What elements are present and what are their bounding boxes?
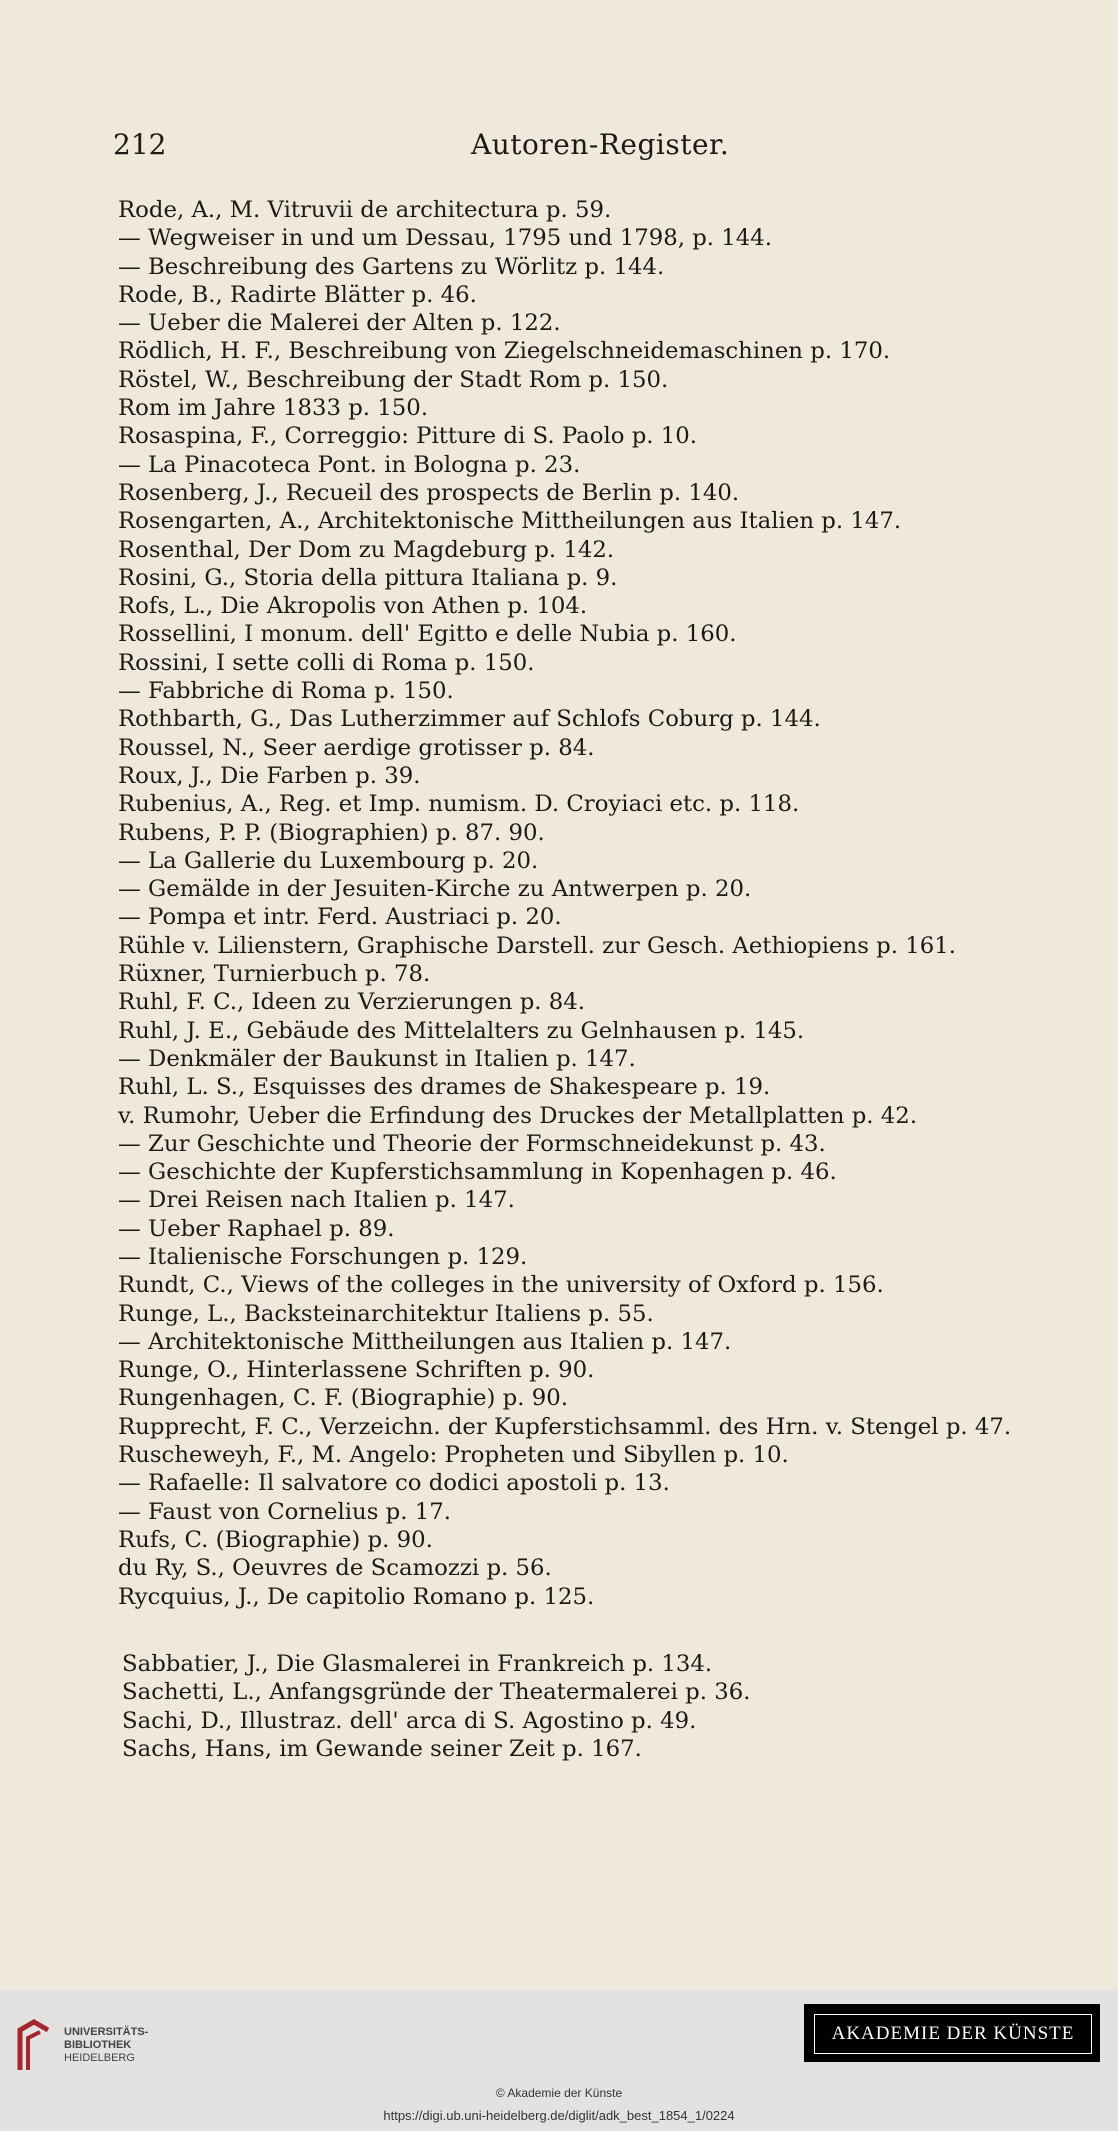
index-entry: Rothbarth, G., Das Lutherzimmer auf Schlofs Coburg p. 144.: [118, 706, 821, 733]
index-entry: Röstel, W., Beschreibung der Stadt Rom p. 150.: [118, 366, 669, 393]
page-number: 212: [113, 128, 167, 161]
running-title: Autoren-Register.: [471, 128, 730, 161]
index-entries-s: [122, 1650, 1022, 1763]
index-entry: Rosini, G., Storia della pittura Italiana p. 9.: [118, 564, 618, 591]
university-library-logo[interactable]: [14, 2016, 164, 2076]
index-entry: — Ueber Raphael p. 89.: [118, 1215, 395, 1242]
index-entry: — Pompa et intr. Ferd. Austriaci p. 20.: [118, 904, 562, 931]
index-entries-r: [118, 196, 1108, 1611]
academy-logo[interactable]: [804, 2004, 1100, 2062]
index-entry: Rossellini, I monum. dell' Egitto e delle Nubia p. 160.: [118, 621, 737, 648]
index-entry: Rödlich, H. F., Beschreibung von Ziegelschneidemaschinen p. 170.: [118, 338, 891, 365]
index-entry: Rungenhagen, C. F. (Biographie) p. 90.: [118, 1385, 568, 1412]
index-entry: — Rafaelle: Il salvatore co dodici apostoli p. 13.: [118, 1470, 670, 1497]
index-entry: Rycquius, J., De capitolio Romano p. 125.: [118, 1583, 595, 1610]
index-entry: Rossini, I sette colli di Roma p. 150.: [118, 649, 535, 676]
index-entry: Rosenthal, Der Dom zu Magdeburg p. 142.: [118, 536, 615, 563]
index-entry: Runge, O., Hinterlassene Schriften p. 90.: [118, 1357, 595, 1384]
index-entry: — Gemälde in der Jesuiten-Kirche zu Antwerpen p. 20.: [118, 876, 752, 903]
page-header: [113, 128, 1113, 168]
index-entry: Rosaspina, F., Correggio: Pitture di S. Paolo p. 10.: [118, 423, 698, 450]
index-entry: Sachetti, L., Anfangsgründe der Theatermalerei p. 36.: [122, 1679, 751, 1706]
index-entry: Ruscheweyh, F., M. Angelo: Propheten und Sibyllen p. 10.: [118, 1442, 789, 1469]
index-entry: — Faust von Cornelius p. 17.: [118, 1498, 452, 1525]
index-entry: Rundt, C., Views of the colleges in the university of Oxford p. 156.: [118, 1272, 884, 1299]
index-entry: Runge, L., Backsteinarchitektur Italiens p. 55.: [118, 1300, 654, 1327]
index-entry: — Ueber die Malerei der Alten p. 122.: [118, 310, 561, 337]
academy-logo-label: AKADEMIE DER KÜNSTE: [814, 2014, 1092, 2054]
index-entry: — Fabbriche di Roma p. 150.: [118, 678, 454, 705]
index-entry: Rufs, C. (Biographie) p. 90.: [118, 1526, 433, 1553]
logo-line-2: BIBLIOTHEK: [64, 2039, 132, 2051]
index-entry: — La Gallerie du Luxembourg p. 20.: [118, 847, 539, 874]
index-entry: — Zur Geschichte und Theorie der Formschneidekunst p. 43.: [118, 1130, 826, 1157]
copyright-notice: © Akademie der Künste: [495, 2086, 623, 2100]
index-entry: Rom im Jahre 1833 p. 150.: [118, 395, 429, 422]
index-entry: Ruhl, L. S., Esquisses des drames de Shakespeare p. 19.: [118, 1074, 771, 1101]
index-entry: — Architektonische Mittheilungen aus Italien p. 147.: [118, 1328, 732, 1355]
index-entry: Rüxner, Turnierbuch p. 78.: [118, 961, 431, 988]
index-entry: Ruhl, F. C., Ideen zu Verzierungen p. 84.: [118, 989, 586, 1016]
index-entry: Ruhl, J. E., Gebäude des Mittelalters zu Gelnhausen p. 145.: [118, 1017, 805, 1044]
index-entry: — Italienische Forschungen p. 129.: [118, 1243, 528, 1270]
index-entry: Roussel, N., Seer aerdige grotisser p. 84.: [118, 734, 595, 761]
logo-line-1: UNIVERSITÄTS-: [64, 2026, 149, 2038]
index-entry: du Ry, S., Oeuvres de Scamozzi p. 56.: [118, 1555, 552, 1582]
index-entry: Sabbatier, J., Die Glasmalerei in Frankreich p. 134.: [122, 1651, 713, 1677]
index-entry: Rosengarten, A., Architektonische Mittheilungen aus Italien p. 147.: [118, 508, 902, 535]
index-entry: Rode, B., Radirte Blätter p. 46.: [118, 281, 477, 308]
index-entry: Rubenius, A., Reg. et Imp. numism. D. Croyiaci etc. p. 118.: [118, 791, 800, 818]
index-entry: Rosenberg, J., Recueil des prospects de Berlin p. 140.: [118, 479, 740, 506]
viewer-footer: [0, 1990, 1118, 2131]
index-entry: Sachs, Hans, im Gewande seiner Zeit p. 167.: [122, 1735, 642, 1762]
permalink-url[interactable]: https://digi.ub.uni-heidelberg.de/diglit/adk_best_1854_1/0224: [383, 2108, 735, 2123]
index-entry: Sachi, D., Illustraz. dell' arca di S. Agostino p. 49.: [122, 1707, 697, 1734]
index-entry: Rupprecht, F. C., Verzeichn. der Kupferstichsamml. des Hrn. v. Stengel p. 47.: [118, 1413, 1012, 1440]
index-entry: Rühle v. Lilienstern, Graphische Darstell. zur Gesch. Aethiopiens p. 161.: [118, 932, 957, 959]
index-entry: Rode, A., M. Vitruvii de architectura p. 59.: [118, 197, 612, 223]
index-entry: — La Pinacoteca Pont. in Bologna p. 23.: [118, 451, 581, 478]
index-entry: v. Rumohr, Ueber die Erfindung des Druckes der Metallplatten p. 42.: [118, 1102, 918, 1129]
index-entry: — Wegweiser in und um Dessau, 1795 und 1798, p. 144.: [118, 225, 773, 252]
index-entry: — Drei Reisen nach Italien p. 147.: [118, 1187, 515, 1214]
index-entry: Rubens, P. P. (Biographien) p. 87. 90.: [118, 819, 545, 846]
logo-line-3: HEIDELBERG: [64, 2052, 135, 2064]
index-entry: Roux, J., Die Farben p. 39.: [118, 762, 421, 789]
index-entry: — Denkmäler der Baukunst in Italien p. 147.: [118, 1045, 636, 1072]
index-entry: — Beschreibung des Gartens zu Wörlitz p. 144.: [118, 253, 665, 280]
library-logo-icon: [14, 2016, 54, 2076]
index-entry: — Geschichte der Kupferstichsammlung in Kopenhagen p. 46.: [118, 1159, 837, 1186]
library-logo-text: [64, 2026, 148, 2065]
index-entry: Rofs, L., Die Akropolis von Athen p. 104.: [118, 593, 588, 620]
